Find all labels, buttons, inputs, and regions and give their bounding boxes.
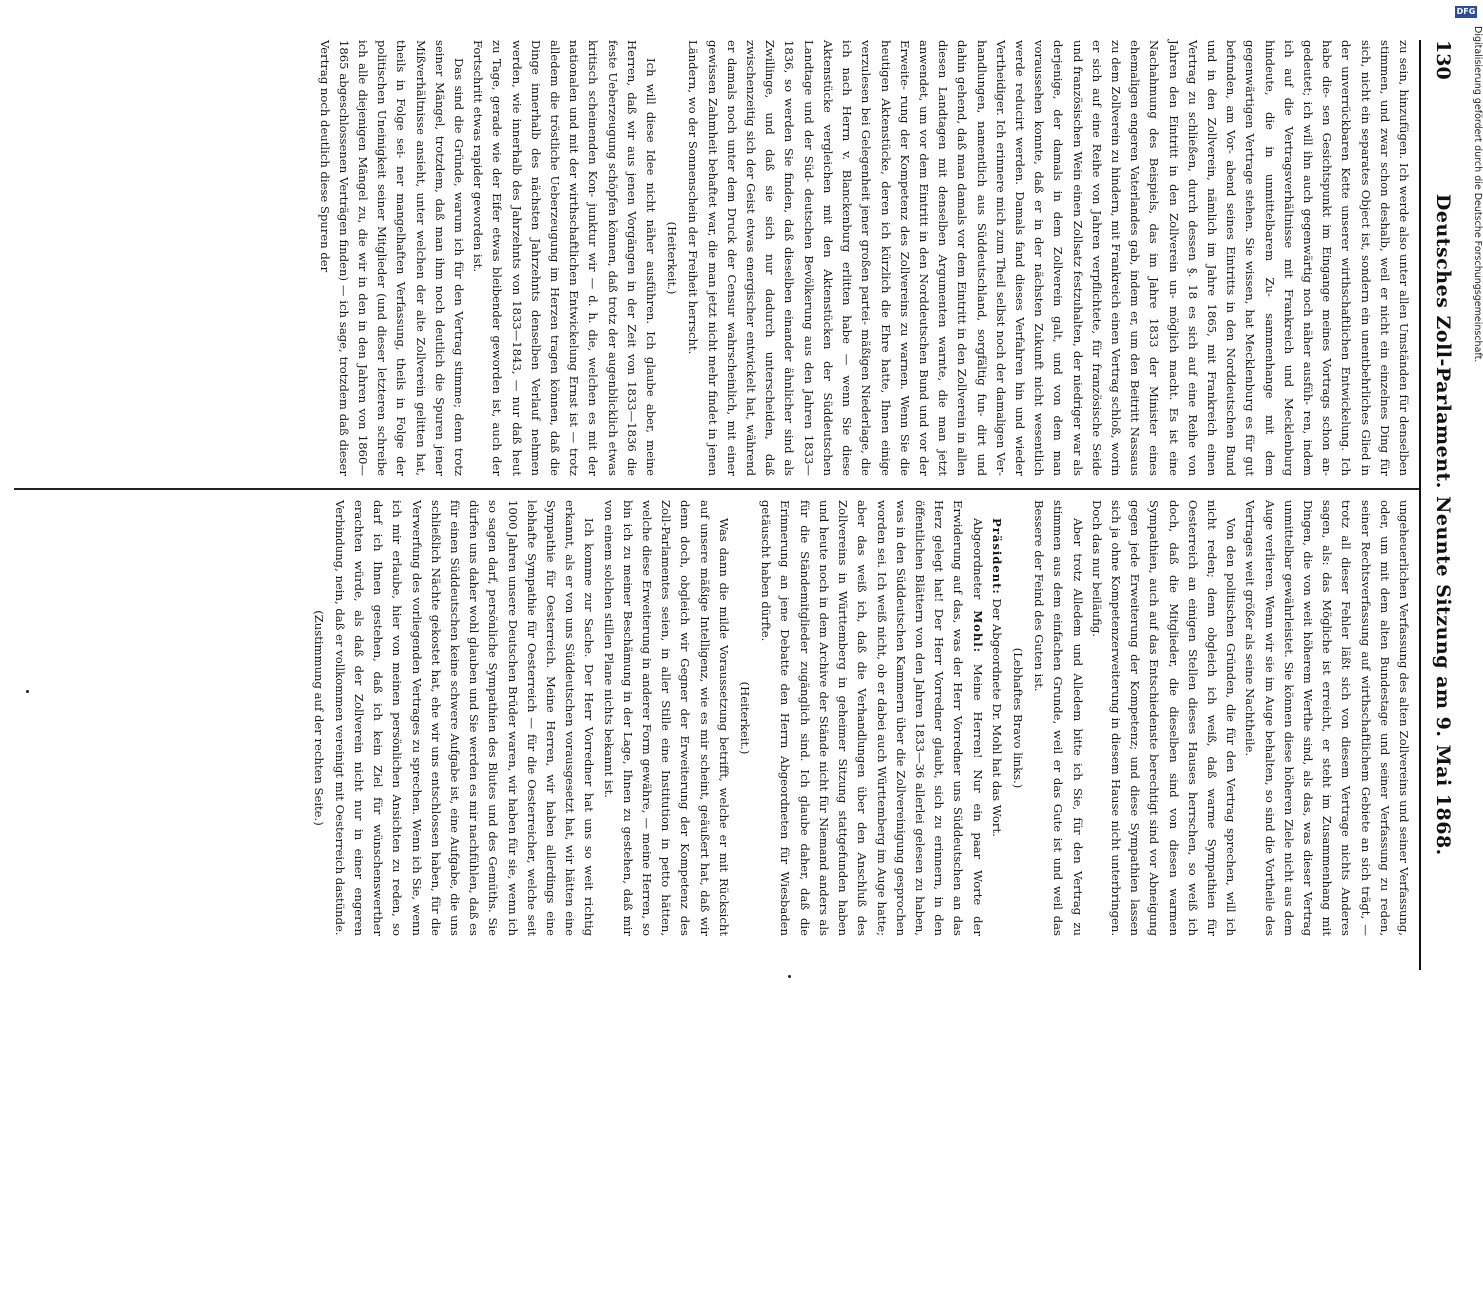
left-paragraph-3: Das sind die Gründe, warum ich für den Vertrag stimme; denn trotz seiner Mängel, trotzdem, daß man ihm noch deutlich die Spuren jener Mißverhältnisse ansieht, unter welchen der alte Zollverein gelitten hat, theils in Folge sei- ner mangelhaften Verfassung, theils in Folge der politischen Uneinigkeit seiner Mitglieder (und dieser letzteren schreibe ich alle diejenigen Mängel zu, die wir in den in den Jahren von 1860—1865 abgeschlossenen Verträgen finden) — ich sage, trotzdem daß dieser Vertrag noch deutlich diese Spuren der xyxy=(317,40,467,476)
print-speck xyxy=(26,690,29,693)
president-text: Der Abgeordnete Dr. Mohl hat das Wort. xyxy=(989,598,1004,837)
page-number: 130 xyxy=(1432,40,1454,80)
page-title: Deutsches Zoll-Parlament. Neunte Sitzung am 9. Mai 1868. xyxy=(1432,193,1454,856)
right-paragraph-1: ungeheuerlichen Verfassung des alten Zollvereins und seiner Verfassung, oder, um mit dem alten Bundestage und seiner Verfassung zu reden, seiner Rechtsverfassung auf wirthschaftlichem Gebiete an sich trägt, — trotz all dieser Fehler läßt sich von diesem Vertrage nichts Anderes sagen, als: das Mögliche ist erreicht, er steht im Zusammenhang mit Dingen, die von weit höherem Werthe sind, als das, was dieser Vertrag unmittelbar gewährleistet. Sie können diese höheren Ziele nicht aus dem Auge verlieren. Wenn wir sie im Auge behalten, so sind die Vortheile des Vertrages weit größer als seine Nachtheile. xyxy=(1243,500,1411,936)
column-divider xyxy=(14,488,1419,490)
right-paragraph-5: Ich komme zur Sache. Der Herr Vorredner hat uns so weit richtig erkannt, als er von uns Süddeutschen vorausgesetzt hat, wir hätten eine Sympathie für Oesterreich. Meine Herren, wir haben allerdings eine lebhafte Sympathie für Oesterreich — für die Oesterreicher, welche seit 1000 Jahren unsere Deutschen Brüder waren, wir haben für sie, wenn ich so sagen darf, persönliche Sympathien des Blutes und des Gemüths. Sie dürfen uns daher wohl glauben und Sie werden es mir nachfühlen, daß es für einen Süddeutschen keine schwere Aufgabe ist, eine Aufgabe, die uns schließlich Nächte gekostet hat, ehe wir uns entschlossen haben, für die Verwerfung des vorliegenden Vertrages zu sprechen. Wenn ich Sie, wenn ich mir erlaube, hier von meinen persönlichen Ansichten zu reden, so darf ich Ihnen gestehen, daß ich kein Ziel für wünschenswerther erachten würde, als daß der Zollverein nicht nur in einer engeren Verbindung, nein, daß er vollkommen vereinigt mit Oesterreich dastünde. xyxy=(332,500,597,936)
laughter-remark: (Heiterkeit.) xyxy=(665,221,680,295)
mohl-text: Meine Herren! Nur ein paar Worte der Erwiderung auf das, was der Herr Vorredner uns Süddeutschen an das Herz gelegt hat! Der Herr Vorredner glaubt, sich zu erinnern, in den öffentlichen Blättern von den Jahren 1833—36 allerlei gelesen zu haben, was in den Süddeutschen Kammern über die Zollvereinigung gesprochen worden sei. Ich weiß nicht, ob er dabei auch Württemberg im Auge hatte; aber das weiß ich, daß die Verhandlungen über den Anschluß des Zollvereins in Württemberg in geheimer Sitzung stattgefunden haben und heute noch in dem Archive der Stände nicht für Niemand anders als für die Ständemitglieder zugänglich sind. Ich glaube daher, daß die Erinnerung an jene Debatte den Herrn Abgeordneten für Wiesbaden getäuscht haben dürfte. xyxy=(759,500,985,936)
dfg-funding-text: Digitalisierung gefördert durch die Deutsche Forschungsgemeinschaft. xyxy=(1472,26,1483,363)
laughter-remark-2: (Heiterkeit.) xyxy=(738,681,753,755)
mohl-speech xyxy=(756,500,986,936)
right-paragraph-2: Von den politischen Gründen, die für den Vertrag sprechen, will ich nicht reden; denn obgleich ich weiß, daß warme Sympathien für Oesterreich an einigen Stellen dieses Hauses herrschen, so weiß ich doch, daß die Mitglieder, die dieselben sind von diesen warmen Sympathien, auch auf das Entschiedenste berechtigt sind vor Abneigung gegen jede Erweiterung der Kompetenz; und diese Sympathien lassen sich ja ohne Kompetenzerweiterung in diesem Hause nicht unterbringen. Doch das nur beiläufig. xyxy=(1089,500,1239,936)
mohl-intro: Abgeordneter xyxy=(970,518,985,600)
right-paragraph-4: Was dann die milde Voraussetzung betrifft, welche er mit Rücksicht auf unsere mäßige Intelligenz, wie es mir scheint, geäußert hat, daß wir denn doch, obgleich wir Gegner der Erweiterung der Kompetenz des Zoll-Parlamentes seien, in aller Stille eine Institution in petto hätten, welche diese Erweiterung in anderer Form gewähre, — meine Herren, so bin ich zu meiner Beschämung in der Lage, Ihnen zu gestehen, daß mir von einem solchen stillen Plane nichts bekannt ist. xyxy=(601,500,731,936)
left-column xyxy=(13,40,1413,476)
page-header xyxy=(1423,40,1463,970)
digitization-note xyxy=(1456,6,1483,1306)
print-speck xyxy=(788,975,791,978)
approval-remark: (Zustimmung auf der rechten Seite.) xyxy=(311,610,326,826)
right-paragraph-3: Aber trotz Alledem und Alledem bitte ich Sie, für den Vertrag zu stimmen aus dem einfachen Grunde, weil er das Gute ist und weil das Bessere der Feind des Guten ist. xyxy=(1032,500,1085,936)
right-column xyxy=(13,500,1413,936)
president-statement xyxy=(987,500,1006,936)
left-paragraph-2: Ich will diese Idee nicht näher ausführen. Ich glaube aber, meine Herren, daß wir aus jenen Vorgängen in der Zeit von 1833—1836 die feste Ueberzeugung schöpfen können, daß trotz der augenblicklich etwas kritisch scheinenden Kon- junktur wir — d. h. die, welchen es mit der nationalen und mit der wirthschaftlichen Entwickelung Ernst ist — trotz alledem die tröstliche Ueberzeugung im Herzen tragen können, daß die Dinge innerhalb des nächsten Jahrzehnts denselben Verlauf nehmen werden, wie innerhalb des Jahrzehnts von 1833—1843, — nur daß heut zu Tage, gerade wie der Eifer etwas bleibender geworden ist, auch der Fortschritt etwas rapider geworden ist. xyxy=(471,40,659,476)
president-label: Präsident: xyxy=(989,518,1004,595)
left-paragraph-1: zu sein, hinzufügen. Ich werde also unter allen Umständen für denselben stimmen, und zwar schon deshalb, weil er nicht ein einzelnes Ding für sich, nicht ein separates Object ist, sondern ein unentbehrliches Glied in der unverrückbaren Kette unserer wirthschaftlichen Entwickelung. Ich habe die- sen Gesichtspunkt im Eingange meines Vortrags schon an- gedeutet; ich will ihn auch gegenwärtig noch näher ausfüh- ren, indem ich auf die Vertragsverhältnisse mit Frankreich und Mecklenburg hindeute, die in unmittelbarem Zu- sammenhange mit dem gegenwärtigen Vertrage stehen. Sie wissen, hat Mecklenburg es für gut befunden, am Vor- abend seines Eintritts in den Norddeutschen Bund und in den Zollverein, nämlich im Jahre 1865, mit Frankreich einen Vertrag zu schließen, durch dessen §. 18 es sich auf eine Reihe von Jahren den Eintritt in den Zollverein un- möglich macht. Es ist eine Nachahmung des Beispiels, das im Jahre 1833 der Minister eines ehemaligen engeren Vaterlandes gab, indem er, um den Beitritt Nassaus zu dem Zollverein zu hindern, mit Frankreich einen Vertrag schloß, worin er sich auf eine Reihe von Jahren verpflichtete, für französische Seide und französischen Wein einen Zollsatz festzuhalten, der niedriger war als derjenige, der damals in dem Zollverein galt, und von dem man voraussehen konnte, daß er in der nächsten Zukunft nicht wesentlich werde reducirt werden. Damals fand dieses Verfahren hin und wieder Vertheidiger. Ich erinnere mich zum Theil selbst noch der damaligen Ver- handlungen, namentlich aus Süddeutschland, sorgfältig fun- dirt und dahin gehend, daß man damals vor dem Eintritt in den Zollverein in allen diesen Landtagen mit denselben Argumenten warnte, die man jetzt anwendet, um vor dem Eintritt in den Norddeutschen Bund und vor der Erweite- rung der Kompetenz des Zollvereins zu warnen. Wenn Sie die heutigen Aktenstücke, deren ich kürzlich die Ehre hatte, Ihnen einige verzulesen bei Gelegenheit jener großen partei- mäßigen Niederlage, die ich nach Herrn v. Blanckenburg erlitten habe — wenn Sie diese Aktenstücke vergleichen mit den Aktenstücken der Süddeutschen Landtage und der Süd- deutschen Bevölkerung aus den Jahren 1833—1836, so werden Sie finden, daß dieselben einander ähnlicher sind als Zwillinge, und daß sie sich nur dadurch unterscheiden, daß zwischenzeitig sich der Geist etwas energischer entwickelt hat, während er damals noch unter dem Druck der Censur wahrscheinlich, mit einer gewissen Zahmheit behaftet war, die man jetzt nicht mehr findet in jenen Ländern, wo der Sonnenschein der Freiheit herrscht. xyxy=(686,40,1411,476)
dfg-logo: DFG xyxy=(1456,7,1476,16)
bravo-remark: (Lebhaftes Bravo links.) xyxy=(1010,647,1025,789)
mohl-label: Mohl: xyxy=(970,610,985,653)
header-rule xyxy=(1419,40,1421,970)
